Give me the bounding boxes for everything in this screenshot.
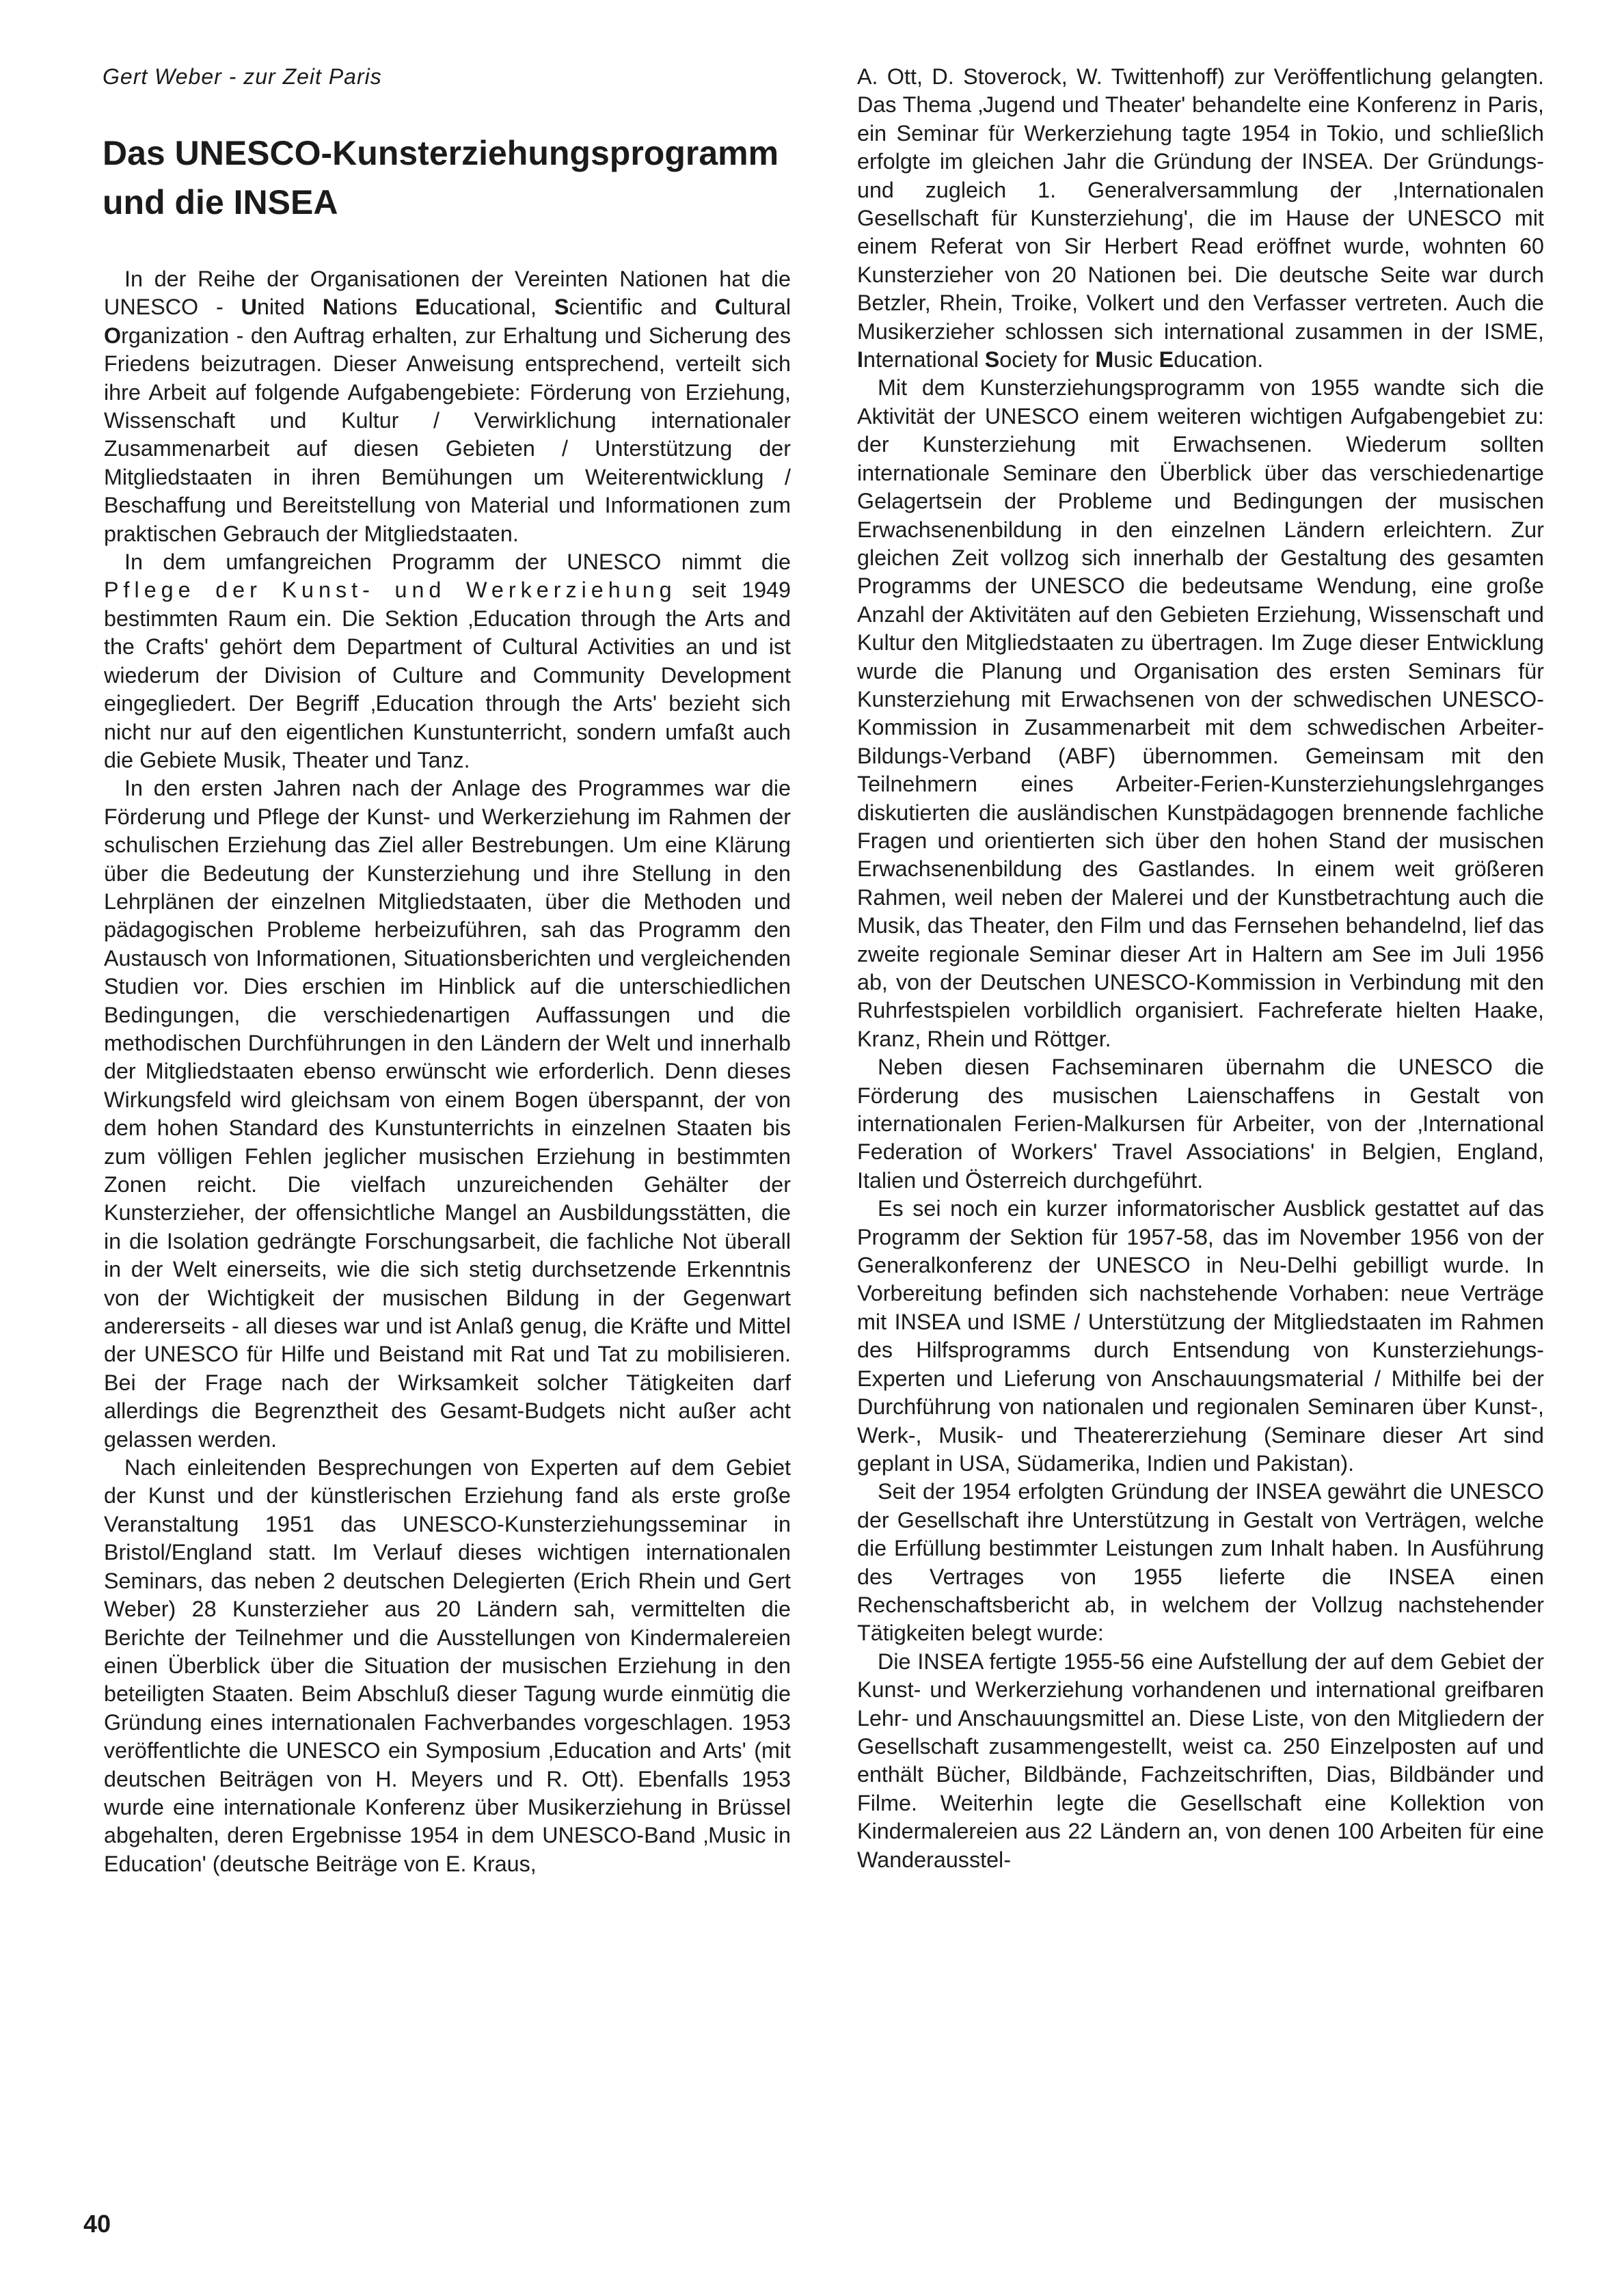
paragraph xyxy=(857,1648,1544,1874)
text-run: Die INSEA fertigte 1955-56 eine Aufstellung der auf dem Gebiet der Kunst- und Werkerziehung vorhandenen und international greifbaren Lehr- und Anschauungsmittel an. Diese Liste, von den Mitgliedern der Gesellschaft zusammengestellt, weist ca. 250 Einzelposten auf und enthält Bücher, Bildbände, Fachzeitschriften, Dias, Bildbänder und Filme. Weiterhin legte die Gesellschaft eine Kollektion von Kindermalereien aus 22 Ländern an, von denen 100 Arbeiten für eine Wanderausstel- xyxy=(857,1649,1544,1872)
text-run: usic xyxy=(1113,347,1159,372)
paragraph xyxy=(104,1454,791,1878)
author-line: Gert Weber - zur Zeit Paris xyxy=(103,64,382,89)
text-run: In der Reihe der Organisationen der Vereinten Nationen hat die UNESCO - xyxy=(104,267,791,320)
right-text-column xyxy=(857,63,1544,1874)
paragraph xyxy=(104,548,791,774)
text-run: rganization - den Auftrag erhalten, zur Erhaltung und Sicherung des Friedens beizutragen. Dieser Anweisung entsprechend, verteilt sich ihre Arbeit auf folgende Aufgabengebiete: Förderung von Erziehung, Wissenschaft und Kultur / Verwirklichung internationaler Zusammenarbeit auf diesen Gebieten / Unterstützung der Mitgliedstaaten in ihren Bemühungen um Weiterentwicklung / Beschaffung und Bereitstellung von Material und Informationen zum praktischen Gebrauch der Mitgliedstaaten. xyxy=(104,323,791,546)
text-run: Neben diesen Fachseminaren übernahm die UNESCO die Förderung des musischen Laienschaffens in Gestalt von internationalen Ferien-Malkursen für Arbeiter, von der ‚International Federation of Workers' Travel Associations' in Belgien, England, Italien und Österreich durchgeführt. xyxy=(857,1055,1544,1193)
left-text-column xyxy=(104,265,791,1878)
bold-initial: C xyxy=(714,295,731,320)
text-run: In dem umfangreichen Programm der UNESCO nimmt die xyxy=(124,550,791,575)
text-run: nited xyxy=(256,295,323,320)
text-run: cientific and xyxy=(569,295,715,320)
bold-initial: S xyxy=(984,347,1000,372)
paragraph xyxy=(857,1195,1544,1478)
paragraph xyxy=(104,265,791,548)
text-run: ultural xyxy=(731,295,791,320)
paragraph xyxy=(857,374,1544,1053)
spaced-emphasis: Pflege der Kunst- und Werkerziehung xyxy=(104,578,677,603)
text-run: ducational, xyxy=(429,295,554,320)
bold-initial: S xyxy=(554,295,569,320)
text-run: Es sei noch ein kurzer informatorischer Ausblick gestattet auf das Programm der Sektion für 1957-58, das im November 1956 von der Generalkonferenz der UNESCO in Neu-Delhi gebilligt wurde. In Vorbereitung befinden sich nachstehende Vorhaben: neue Verträge mit INSEA und ISME / Unterstützung der Mitgliedstaaten im Rahmen des Hilfsprogramms durch Entsendung von Kunsterziehungs-Experten und Lieferung von Anschauungsmaterial / Mithilfe bei der Durchführung von nationalen und regionalen Seminaren über Kunst-, Werk-, Musik- und Theatererziehung (Seminare dieser Art sind geplant in USA, Südamerika, Indien und Pakistan). xyxy=(857,1196,1544,1476)
paragraph xyxy=(857,1478,1544,1647)
title-line-2: und die INSEA xyxy=(103,183,338,221)
text-run: nternational xyxy=(863,347,985,372)
text-run: A. Ott, D. Stoverock, W. Twittenhoff) zur Veröffentlichung gelangten. Das Thema ‚Jugend und Theater' behandelte eine Konferenz in Paris, ein Seminar für Werkerziehung tagte 1954 in Tokio, und schließlich erfolgte im gleichen Jahr die Gründung der INSEA. Der Gründungs- und zugleich 1. Generalversammlung der ‚Internationalen Gesellschaft für Kunsterziehung', die im Hause der UNESCO mit einem Referat von Sir Herbert Read eröffnet wurde, wohnten 60 Kunsterzieher von 20 Nationen bei. Die deutsche Seite war durch Betzler, Rhein, Troike, Volkert und den Verfasser vertreten. Auch die Musikerzieher schlossen sich international zusammen in der ISME, xyxy=(857,64,1544,344)
paragraph xyxy=(857,1053,1544,1195)
text-run: Mit dem Kunsterziehungsprogramm von 1955 wandte sich die Aktivität der UNESCO einem weiteren wichtigen Aufgabengebiet zu: der Kunsterziehung mit Erwachsenen. Wiederum sollten internationale Seminare den Überblick über das verschiedenartige Gelagertsein der Probleme und Bedingungen der musischen Erwachsenenbildung in den einzelnen Ländern erleichtern. Zur gleichen Zeit vollzog sich innerhalb der Gestaltung des gesamten Programms der UNESCO die bedeutsame Wendung, eine große Anzahl der Aktivitäten auf den Gebieten Erziehung, Wissenschaft und Kultur den Mitgliedstaaten zu übertragen. Im Zuge dieser Entwicklung wurde die Planung und Organisation des ersten Seminars für Kunsterziehung mit Erwachsenen von der schwedischen UNESCO-Kommission in Zusammenarbeit mit dem schwedischen Arbeiter-Bildungs-Verband (ABF) übernommen. Gemeinsam mit den Teilnehmern eines Arbeiter-Ferien-Kunsterziehungslehrganges diskutierten die ausländischen Kunstpädagogen brennende fachliche Fragen und orientierten sich über den hohen Stand der musischen Erwachsenenbildung des Gastlandes. In einem weit größeren Rahmen, weil neben der Malerei und der Kunstbetrachtung auch die Musik, das Theater, den Film und das Fernsehen behandelnd, lief das zweite regionale Seminar dieser Art in Haltern am See im Juli 1956 ab, von der Deutschen UNESCO-Kommission in Verbindung mit den Ruhrfestspielen vorbildlich organisiert. Fachreferate hielten Haake, Kranz, Rhein und Röttger. xyxy=(857,375,1544,1051)
bold-initial: M xyxy=(1095,347,1114,372)
text-run: ations xyxy=(338,295,416,320)
bold-initial: E xyxy=(415,295,430,320)
bold-initial: N xyxy=(322,295,339,320)
text-run: seit 1949 bestimmten Raum ein. Die Sektion ‚Education through the Arts and the Crafts' gehört dem Department of Cultural Activities an und ist wiederum der Division of Culture and Community Development eingegliedert. Der Begriff ‚Education through the Arts' bezieht sich nicht nur auf den eigentlichen Kunstunterricht, sondern umfaßt auch die Gebiete Musik, Theater und Tanz. xyxy=(104,578,791,772)
page-number: 40 xyxy=(83,2210,111,2238)
bold-initial: I xyxy=(857,347,863,372)
text-run: ducation. xyxy=(1174,347,1264,372)
paragraph xyxy=(857,63,1544,374)
text-run: Nach einleitenden Besprechungen von Experten auf dem Gebiet der Kunst und der künstlerischen Erziehung fand als erste große Veranstaltung 1951 das UNESCO-Kunsterziehungsseminar in Bristol/England statt. Im Verlauf dieses wichtigen internationalen Seminars, das neben 2 deutschen Delegierten (Erich Rhein und Gert Weber) 28 Kunsterzieher aus 20 Ländern sah, vermittelten die Berichte der Teilnehmer und die Ausstellungen von Kindermalereien einen Überblick über die Situation der musischen Erziehung in den beteiligten Staaten. Beim Abschluß dieser Tagung wurde einmütig die Gründung eines internationalen Fachverbandes vorgeschlagen. 1953 veröffentlichte die UNESCO ein Symposium ‚Education and Arts' (mit deutschen Beiträgen von H. Meyers und R. Ott). Ebenfalls 1953 wurde eine internationale Konferenz über Musikerziehung in Brüssel abgehalten, deren Ergebnisse 1954 in dem UNESCO-Band ‚Music in Education' (deutsche Beiträge von E. Kraus, xyxy=(104,1455,791,1876)
bold-initial: E xyxy=(1159,347,1174,372)
title-line-1: Das UNESCO-Kunsterziehungsprogramm xyxy=(103,134,779,172)
text-run: Seit der 1954 erfolgten Gründung der INSEA gewährt die UNESCO der Gesellschaft ihre Unterstützung in Gestalt von Verträgen, welche die Erfüllung bestimmter Leistungen zum Inhalt haben. In Ausführung des Vertrages von 1955 lieferte die INSEA einen Rechenschaftsbericht ab, in welchem der Vollzug nachstehender Tätigkeiten belegt wurde: xyxy=(857,1479,1544,1646)
paragraph xyxy=(104,774,791,1454)
article-title xyxy=(103,128,820,227)
text-run: In den ersten Jahren nach der Anlage des Programmes war die Förderung und Pflege der Kunst- und Werkerziehung im Rahmen der schulischen Erziehung das Ziel aller Bestrebungen. Um eine Klärung über die Bedeutung der Kunsterziehung und ihre Stellung in den Lehrplänen der einzelnen Mitgliedstaaten, über die Methoden und pädagogischen Probleme herbeizuführen, sah das Programm den Austausch von Informationen, Situationsberichten und vergleichenden Studien vor. Dies erschien im Hinblick auf die unterschiedlichen Bedingungen, die verschiedenartigen Auffassungen und die methodischen Durchführungen in den Ländern der Welt und innerhalb der Mitgliedstaaten ebenso erwünscht wie erforderlich. Denn dieses Wirkungsfeld wird gleichsam von einem Bogen überspannt, der von dem hohen Standard des Kunstunterrichts in einzelnen Staaten bis zum völligen Fehlen jeglicher musischen Erziehung in bestimmten Zonen reicht. Die vielfach unzureichenden Gehälter der Kunsterzieher, der offensichtliche Mangel an Ausbildungsstätten, die in die Isolation gedrängte Forschungsarbeit, die fachliche Not überall in der Welt einerseits, wie die sich stetig durchsetzende Erkenntnis von der Wichtigkeit der musischen Bildung in der Gegenwart andererseits - all dieses war und ist Anlaß genug, die Kräfte und Mittel der UNESCO für Hilfe und Beistand mit Rat und Tat zu mobilisieren. Bei der Frage nach der Wirksamkeit solcher Tätigkeiten darf allerdings die Begrenztheit des Gesamt-Budgets nicht außer acht gelassen werden. xyxy=(104,776,791,1452)
bold-initial: O xyxy=(104,323,122,348)
text-run: ociety for xyxy=(999,347,1096,372)
bold-initial: U xyxy=(241,295,257,320)
